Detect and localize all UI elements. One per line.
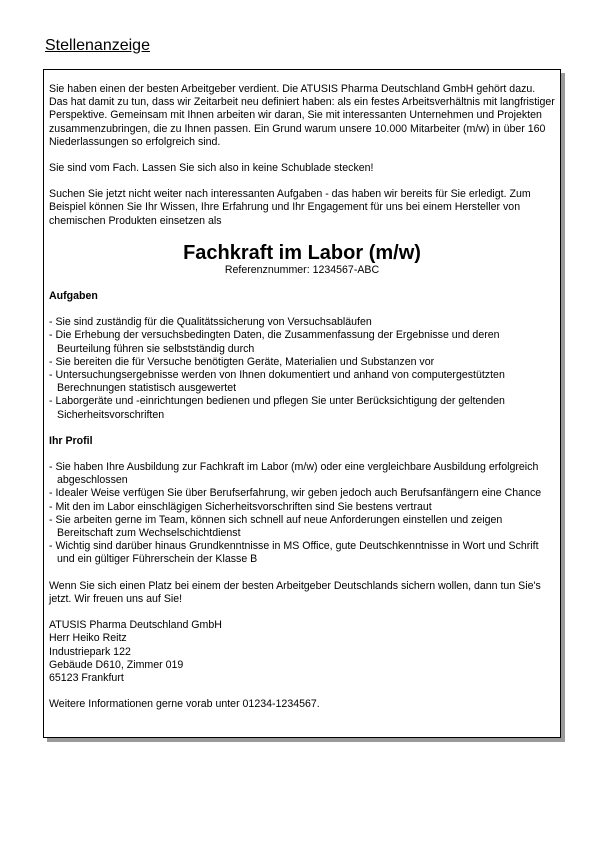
- contact-address: [49, 619, 555, 685]
- list-item: - Mit den im Labor einschlägigen Sicherheitsvorschriften sind Sie bestens vertraut: [49, 501, 555, 514]
- job-title: Fachkraft im Labor (m/w): [183, 241, 421, 264]
- intro-paragraph-1: Sie haben einen der besten Arbeitgeber verdient. Die ATUSIS Pharma Deutschland GmbH gehört dazu. Das hat damit zu tun, dass wir Zeitarbeit neu definiert haben: als ein festes Arbeitsverhältnis mit langfristiger Perspektive. Gemeinsam mit Ihnen arbeiten wir daran, Sie mit interessanten Unternehmen und Projekten zusammenzubringen, die zu Ihnen passen. Ein Grund warum unsere 10.000 Mitarbeiter (m/w) in über 160 Niederlassungen so erfolgreich sind.: [49, 83, 555, 148]
- closing-paragraph: Wenn Sie sich einen Platz bei einem der besten Arbeitgeber Deutschlands sichern wollen, dann tun Sie's jetzt. Wir freuen uns auf Sie!: [49, 579, 541, 605]
- contact-street: Industriepark 122: [49, 645, 131, 658]
- intro-paragraph-3: Suchen Sie jetzt nicht weiter nach interessanten Aufgaben - das haben wir bereits für Sie erledigt. Zum Beispiel können Sie Ihr Wissen, Ihre Erfahrung und Ihr Engagement für uns bei einem Hersteller von chemischen Produkten einsetzen als: [49, 188, 531, 227]
- page-heading: Stellenanzeige: [45, 37, 150, 54]
- job-ad-box: [43, 69, 561, 738]
- reference-number: Referenznummer: 1234567-ABC: [224, 263, 380, 276]
- profile-heading: Ihr Profil: [49, 434, 93, 447]
- list-item: - Wichtig sind darüber hinaus Grundkenntnisse in MS Office, gute Deutschkenntnisse in Wort und Schrift und ein gültiger Führerschein der Klasse B: [49, 540, 555, 566]
- tasks-heading: Aufgaben: [49, 290, 98, 303]
- intro-paragraph-2: Sie sind vom Fach. Lassen Sie sich also in keine Schublade stecken!: [49, 162, 374, 175]
- list-item: - Idealer Weise verfügen Sie über Berufserfahrung, wir geben jedoch auch Berufsanfängern eine Chance: [49, 487, 555, 500]
- list-item: - Sie haben Ihre Ausbildung zur Fachkraft im Labor (m/w) oder eine vergleichbare Ausbildung erfolgreich abgeschlossen: [49, 461, 555, 487]
- contact-building: Gebäude D610, Zimmer 019: [49, 658, 184, 671]
- list-item: - Untersuchungsergebnisse werden von Ihnen dokumentiert und anhand von computergestützten Berechnungen statistisch ausgewertet: [49, 369, 555, 395]
- list-item: - Sie arbeiten gerne im Team, können sich schnell auf neue Anforderungen einstellen und zeigen Bereitschaft zum Wechselschichtdienst: [49, 514, 555, 540]
- info-line: Weitere Informationen gerne vorab unter 01234-1234567.: [49, 698, 320, 711]
- contact-person: Herr Heiko Reitz: [49, 632, 127, 645]
- list-item: - Laborgeräte und -einrichtungen bedienen und pflegen Sie unter Berücksichtigung der geltenden Sicherheitsvorschriften: [49, 395, 555, 421]
- contact-city: 65123 Frankfurt: [49, 671, 124, 684]
- contact-company: ATUSIS Pharma Deutschland GmbH: [49, 619, 222, 632]
- list-item: - Die Erhebung der versuchsbedingten Daten, die Zusammenfassung der Ergebnisse und deren Beurteilung führen sie selbstständig durch: [49, 329, 555, 355]
- profile-list: [49, 461, 555, 567]
- list-item: - Sie bereiten die für Versuche benötigten Geräte, Materialien und Substanzen vor: [49, 356, 555, 369]
- list-item: - Sie sind zuständig für die Qualitätssicherung von Versuchsabläufen: [49, 316, 555, 329]
- tasks-list: [49, 316, 555, 422]
